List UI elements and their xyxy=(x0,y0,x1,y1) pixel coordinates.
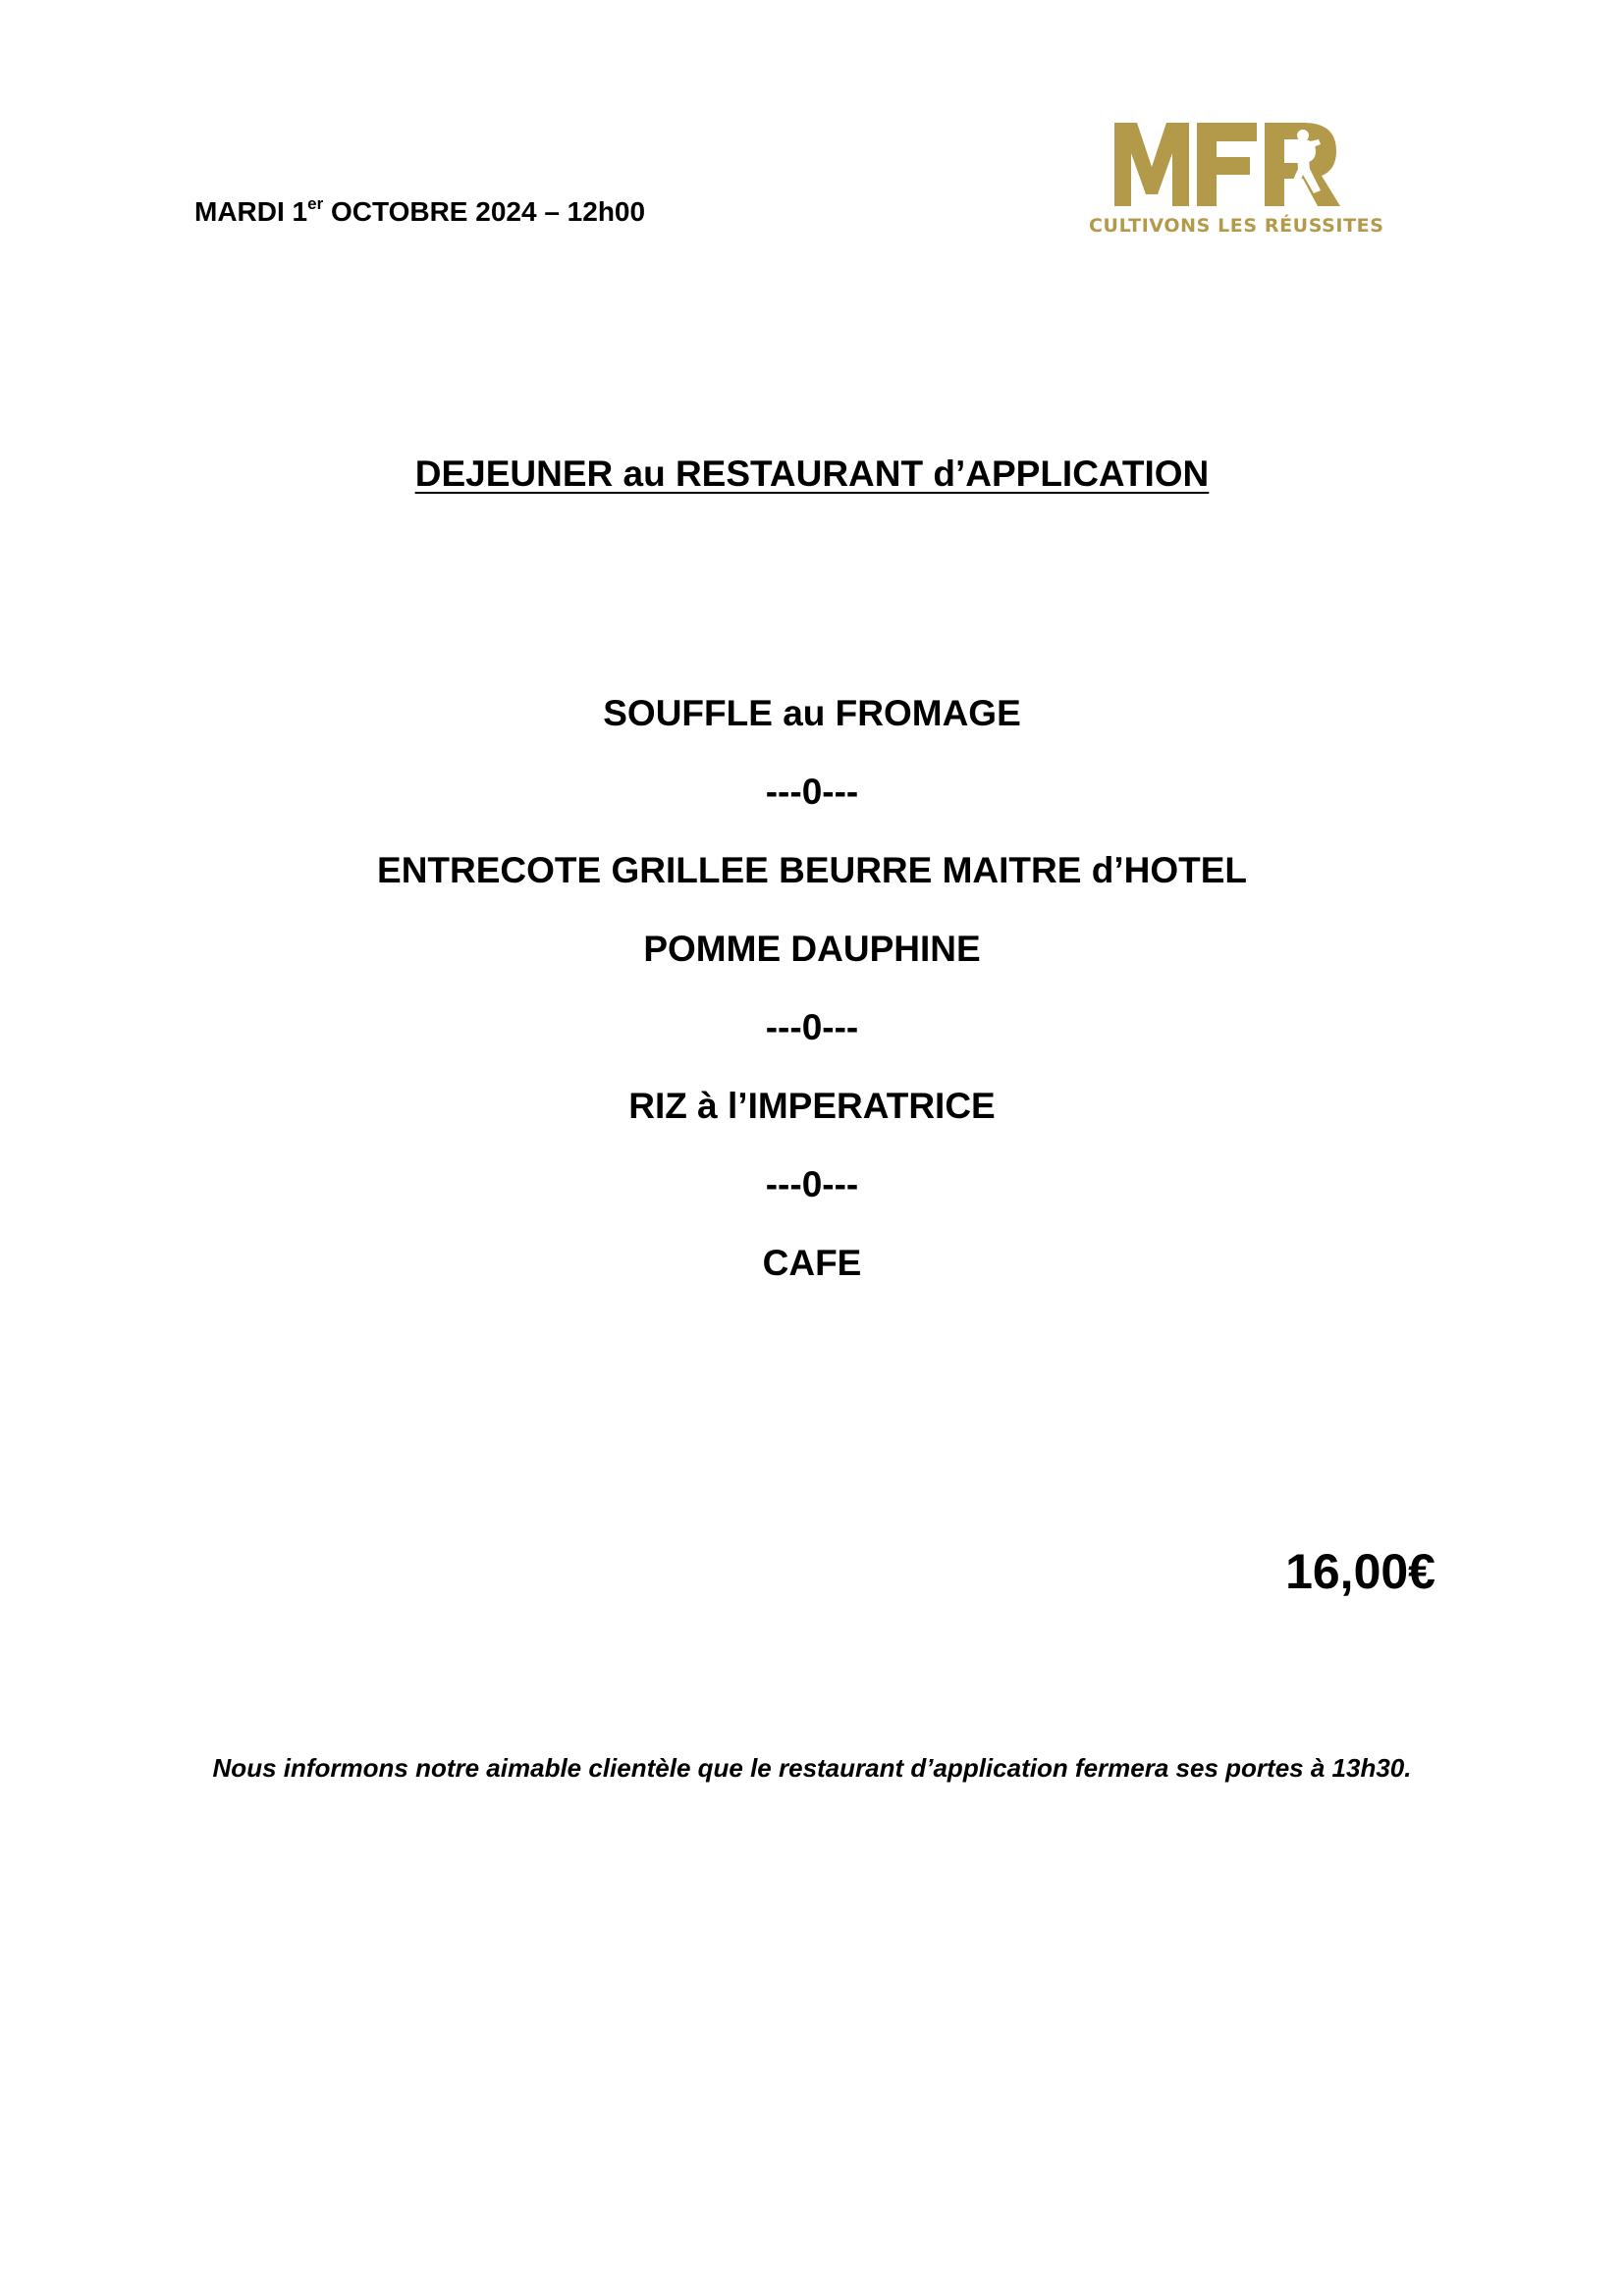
menu-line-starter: SOUFFLE au FROMAGE xyxy=(603,693,1021,733)
menu-separator: ---0--- xyxy=(765,1007,859,1047)
date-ordinal-superscript: er xyxy=(307,193,324,213)
menu-separator: ---0--- xyxy=(765,772,859,812)
date-time xyxy=(194,193,646,228)
logo-tagline: CULTIVONS LES RÉUSSITES xyxy=(1089,215,1384,237)
menu-line-coffee: CAFE xyxy=(762,1243,862,1283)
date-prefix: MARDI 1 xyxy=(194,196,308,227)
closing-notice: Nous informons notre aimable clientèle que le restaurant d’application fermera ses portes à 13h30. xyxy=(212,1753,1412,1783)
mfr-logo xyxy=(1085,116,1438,243)
date-suffix: OCTOBRE 2024 – 12h00 xyxy=(323,196,646,227)
menu-line-main: ENTRECOTE GRILLEE BEURRE MAITRE d’HOTEL xyxy=(377,850,1247,890)
menu-line-dessert: RIZ à l’IMPERATRICE xyxy=(628,1086,996,1126)
menu-list xyxy=(0,687,1624,1315)
page-title: DEJEUNER au RESTAURANT d’APPLICATION xyxy=(414,454,1210,494)
menu-line-side: POMME DAUPHINE xyxy=(643,929,981,969)
menu-price: 16,00€ xyxy=(1285,1544,1435,1599)
menu-separator: ---0--- xyxy=(765,1164,859,1204)
